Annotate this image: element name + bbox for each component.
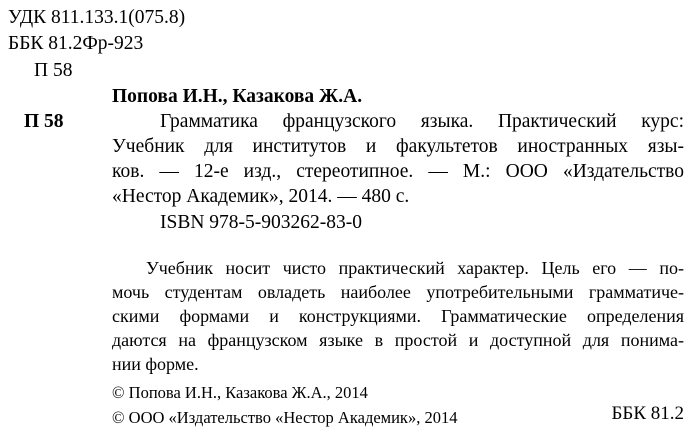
annotation-line: мочь студентам овладеть наиболее употребительными грамматиче- bbox=[112, 282, 684, 302]
bib-line: Учебник для институтов и факультетов иностранных язы- bbox=[112, 136, 684, 157]
annotation-line: даются на французском языке в простой и доступной для понима- bbox=[112, 330, 684, 350]
copyright-authors: © Попова И.Н., Казакова Ж.А., 2014 bbox=[112, 383, 368, 402]
author-sign: П 58 bbox=[34, 60, 73, 81]
author-line: Попова И.Н., Казакова Ж.А. bbox=[112, 86, 363, 107]
bib-line: Грамматика французского языка. Практический курс: bbox=[160, 111, 684, 132]
udk-code: УДК 811.133.1(075.8) bbox=[8, 7, 186, 28]
annotation-line: Учебник носит чисто практический характер. Цель его — по- bbox=[146, 258, 684, 278]
entry-author-sign: П 58 bbox=[24, 111, 64, 132]
bbk-code: ББК 81.2Фр-923 bbox=[8, 33, 144, 54]
bbk-footer: ББК 81.2 bbox=[611, 403, 684, 424]
annotation-line: нии форме. bbox=[112, 354, 199, 374]
bib-line: ков. — 12-е изд., стереотипное. — М.: ООО «Издательство bbox=[112, 161, 684, 182]
annotation-line: скими формами и конструкциями. Грамматические определения bbox=[112, 306, 684, 326]
isbn: ISBN 978-5-903262-83-0 bbox=[160, 212, 363, 233]
copyright-publisher: © ООО «Издательство «Нестор Академик», 2014 bbox=[112, 408, 458, 427]
bib-line: «Нестор Академик», 2014. — 480 с. bbox=[112, 186, 410, 207]
